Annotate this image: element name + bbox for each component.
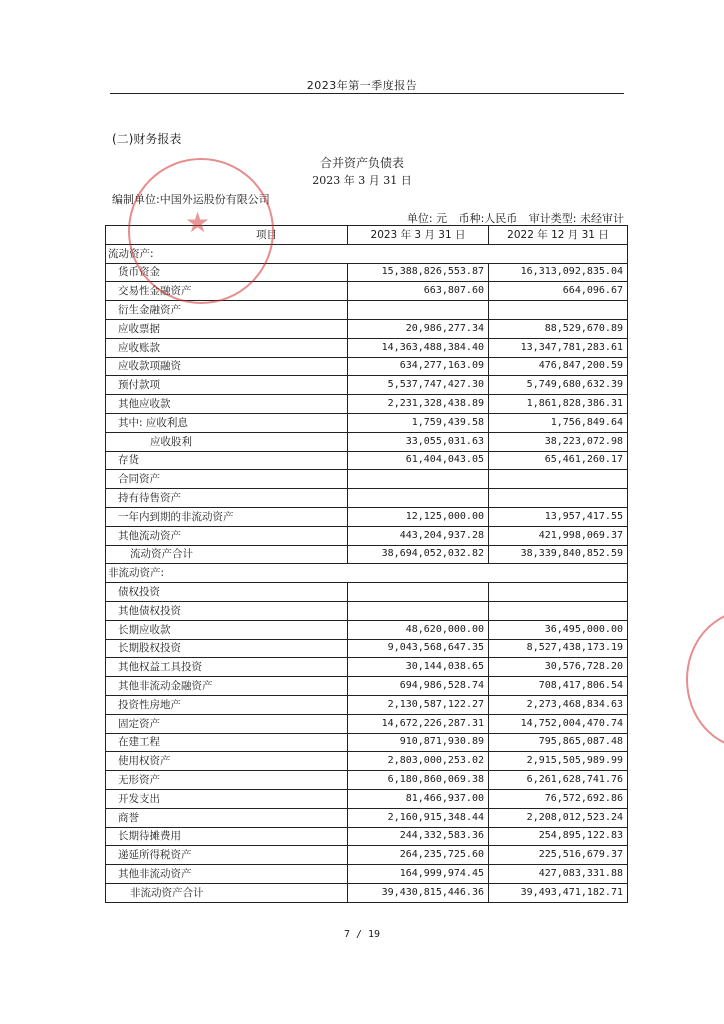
table-row (106, 507, 628, 526)
row-label: 预付款项 (106, 376, 348, 395)
table-row (106, 263, 628, 282)
unit-label: 单位: 元 (406, 212, 448, 225)
row-value-prior: 76,572,692.86 (489, 789, 628, 808)
row-value-prior: 65,461,260.17 (489, 451, 628, 470)
table-total-row (106, 883, 628, 902)
table-row (106, 526, 628, 545)
row-label: 固定资产 (106, 714, 348, 733)
row-label: 开发支出 (106, 789, 348, 808)
row-value-prior: 38,339,840,852.59 (489, 545, 628, 564)
row-label: 递延所得税资产 (106, 846, 348, 865)
row-value-prior: 254,895,122.83 (489, 827, 628, 846)
row-value-current: 14,672,226,287.31 (348, 714, 489, 733)
table-row (106, 865, 628, 884)
section-label: (二)财务报表 (112, 132, 182, 146)
row-label: 其中: 应收利息 (106, 413, 348, 432)
row-label: 其他流动资产 (106, 526, 348, 545)
column-header-current: 2023 年 3 月 31 日 (348, 226, 489, 245)
table-row (106, 789, 628, 808)
row-label: 其他应收款 (106, 395, 348, 414)
row-value-current (348, 601, 489, 620)
row-value-current: 48,620,000.00 (348, 620, 489, 639)
row-value-current: 2,231,328,438.89 (348, 395, 489, 414)
compiler-unit: 编制单位:中国外运股份有限公司 (112, 193, 270, 206)
row-label: 存货 (106, 451, 348, 470)
table-row (106, 583, 628, 602)
table-row (106, 846, 628, 865)
table-row (106, 771, 628, 790)
table-row (106, 639, 628, 658)
table-row (106, 752, 628, 771)
table-row (106, 470, 628, 489)
row-value-current: 38,694,052,032.82 (348, 545, 489, 564)
table-row (106, 357, 628, 376)
row-value-prior: 5,749,680,632.39 (489, 376, 628, 395)
row-value-prior: 13,957,417.55 (489, 507, 628, 526)
row-value-current: 33,055,031.63 (348, 432, 489, 451)
row-label: 投资性房地产 (106, 695, 348, 714)
row-value-current: 20,986,277.34 (348, 319, 489, 338)
row-value-prior: 88,529,670.89 (489, 319, 628, 338)
row-label: 应收款项融资 (106, 357, 348, 376)
row-value-prior (489, 489, 628, 508)
row-label: 持有待售资产 (106, 489, 348, 508)
row-value-prior: 664,096.67 (489, 282, 628, 301)
row-value-current (348, 583, 489, 602)
table-row (106, 413, 628, 432)
table-title: 合并资产负债表 (319, 156, 404, 170)
row-value-prior (489, 301, 628, 320)
header-divider (110, 93, 624, 94)
row-label: 衍生金融资产 (106, 301, 348, 320)
row-label: 债权投资 (106, 583, 348, 602)
row-label: 其他非流动金融资产 (106, 677, 348, 696)
currency-label: 币种:人民币 (458, 212, 518, 225)
row-value-current: 264,235,725.60 (348, 846, 489, 865)
section-row-noncurrent-assets-label: 非流动资产: (106, 564, 628, 583)
row-label: 在建工程 (106, 733, 348, 752)
row-value-prior: 2,273,468,834.63 (489, 695, 628, 714)
row-value-current: 443,204,937.28 (348, 526, 489, 545)
row-label: 应收股利 (106, 432, 348, 451)
row-value-current: 663,807.60 (348, 282, 489, 301)
row-value-prior: 14,752,004,470.74 (489, 714, 628, 733)
table-row (106, 620, 628, 639)
row-label: 交易性金融资产 (106, 282, 348, 301)
row-value-current: 694,986,528.74 (348, 677, 489, 696)
column-header-item: 项目 (106, 226, 348, 245)
row-value-current (348, 301, 489, 320)
row-value-current: 12,125,000.00 (348, 507, 489, 526)
row-value-current (348, 470, 489, 489)
row-label: 应收账款 (106, 338, 348, 357)
table-header-row (106, 226, 628, 245)
row-label: 长期股权投资 (106, 639, 348, 658)
row-value-prior: 30,576,728.20 (489, 658, 628, 677)
table-row (106, 451, 628, 470)
row-value-current: 2,160,915,348.44 (348, 808, 489, 827)
table-row (106, 301, 628, 320)
table-row (106, 733, 628, 752)
row-value-current: 244,332,583.36 (348, 827, 489, 846)
report-header-title: 2023年第一季度报告 (306, 79, 418, 92)
row-label: 使用权资产 (106, 752, 348, 771)
row-value-prior: 38,223,072.98 (489, 432, 628, 451)
row-value-current (348, 489, 489, 508)
table-row (106, 338, 628, 357)
row-value-prior: 8,527,438,173.19 (489, 639, 628, 658)
row-value-prior: 39,493,471,182.71 (489, 883, 628, 902)
table-row (106, 808, 628, 827)
table-row (106, 677, 628, 696)
row-value-prior: 6,261,628,741.76 (489, 771, 628, 790)
row-value-prior: 427,083,331.88 (489, 865, 628, 884)
row-value-prior: 421,998,069.37 (489, 526, 628, 545)
table-row (106, 695, 628, 714)
row-label: 流动资产合计 (106, 545, 348, 564)
row-label: 长期应收款 (106, 620, 348, 639)
section-row-current-assets (106, 244, 628, 263)
section-row-current-assets-label: 流动资产: (106, 244, 628, 263)
row-value-prior (489, 601, 628, 620)
row-value-prior: 2,915,505,989.99 (489, 752, 628, 771)
row-value-current: 9,043,568,647.35 (348, 639, 489, 658)
row-value-prior: 16,313,092,835.04 (489, 263, 628, 282)
row-value-current: 81,466,937.00 (348, 789, 489, 808)
row-label: 其他非流动资产 (106, 865, 348, 884)
table-body (106, 244, 628, 902)
table-row (106, 714, 628, 733)
row-label: 货币资金 (106, 263, 348, 282)
table-row (106, 827, 628, 846)
row-value-prior (489, 470, 628, 489)
row-label: 合同资产 (106, 470, 348, 489)
table-row (106, 376, 628, 395)
section-row-noncurrent-assets (106, 564, 628, 583)
row-value-prior: 795,865,087.48 (489, 733, 628, 752)
row-value-current: 2,130,587,122.27 (348, 695, 489, 714)
row-value-current: 15,388,826,553.87 (348, 263, 489, 282)
row-label: 非流动资产合计 (106, 883, 348, 902)
row-value-current: 30,144,038.65 (348, 658, 489, 677)
table-date: 2023 年 3 月 31 日 (312, 174, 412, 187)
row-value-current: 164,999,974.45 (348, 865, 489, 884)
row-value-current: 61,404,043.05 (348, 451, 489, 470)
table-row (106, 319, 628, 338)
row-value-current: 1,759,439.58 (348, 413, 489, 432)
row-label: 商誉 (106, 808, 348, 827)
row-label: 其他债权投资 (106, 601, 348, 620)
row-label: 长期待摊费用 (106, 827, 348, 846)
row-value-current: 634,277,163.09 (348, 357, 489, 376)
row-label: 应收票据 (106, 319, 348, 338)
table-row (106, 489, 628, 508)
table-row (106, 658, 628, 677)
row-value-current: 14,363,488,384.40 (348, 338, 489, 357)
row-value-current: 5,537,747,427.30 (348, 376, 489, 395)
row-label: 无形资产 (106, 771, 348, 790)
row-value-current: 6,180,860,069.38 (348, 771, 489, 790)
table-row (106, 282, 628, 301)
row-value-prior: 1,861,828,386.31 (489, 395, 628, 414)
table-row (106, 601, 628, 620)
row-value-prior: 1,756,849.64 (489, 413, 628, 432)
row-value-current: 39,430,815,446.36 (348, 883, 489, 902)
row-value-prior: 708,417,806.54 (489, 677, 628, 696)
audit-type-label: 审计类型: 未经审计 (528, 212, 624, 225)
row-label: 一年内到期的非流动资产 (106, 507, 348, 526)
row-value-prior: 476,847,200.59 (489, 357, 628, 376)
row-value-current: 2,803,000,253.02 (348, 752, 489, 771)
row-value-prior: 2,208,012,523.24 (489, 808, 628, 827)
seal-star-icon: ★ (185, 206, 211, 239)
page-number: 7 / 19 (343, 929, 381, 940)
row-label: 其他权益工具投资 (106, 658, 348, 677)
row-value-prior (489, 583, 628, 602)
row-value-prior: 13,347,781,283.61 (489, 338, 628, 357)
partial-seal-right (686, 610, 724, 749)
row-value-current: 910,871,930.89 (348, 733, 489, 752)
table-row (106, 432, 628, 451)
row-value-prior: 36,495,000.00 (489, 620, 628, 639)
unit-line (399, 210, 624, 226)
balance-sheet-table (105, 225, 628, 903)
table-total-row (106, 545, 628, 564)
column-header-prior: 2022 年 12 月 31 日 (489, 226, 628, 245)
table-row (106, 395, 628, 414)
row-value-prior: 225,516,679.37 (489, 846, 628, 865)
